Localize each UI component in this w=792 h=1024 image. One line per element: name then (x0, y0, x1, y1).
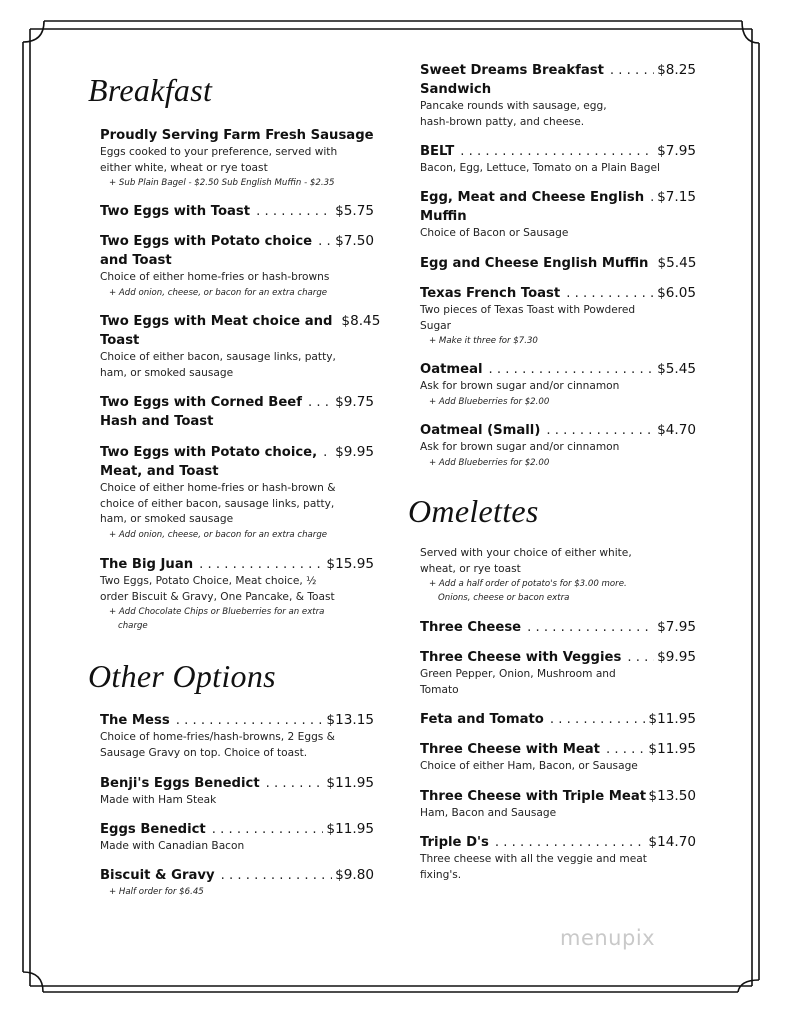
menu-item-three-cheese-meat (420, 740, 696, 775)
dot-leader (323, 443, 332, 462)
item-price: $15.95 (326, 556, 374, 572)
dot-leader (308, 393, 332, 412)
item-name: Proudly Serving Farm Fresh Sausage (100, 128, 374, 143)
item-note: + Add Chocolate Chips or Blueberries for an extra charge (109, 607, 325, 631)
item-name: Three Cheese with Triple Meat (420, 789, 647, 804)
item-price: $8.45 (341, 313, 381, 329)
item-price: $5.75 (335, 203, 374, 219)
item-description: Choice of either bacon, sausage links, patty, ham, or smoked sausage (100, 351, 336, 379)
dot-leader (627, 648, 654, 667)
item-price: $14.70 (648, 834, 696, 850)
item-price: $11.95 (326, 775, 374, 791)
dot-leader (650, 188, 654, 207)
item-price: $11.95 (648, 711, 696, 727)
item-name: BELT (420, 144, 455, 159)
menu-item-the-mess (100, 711, 374, 761)
menu-item-feta-tomato (420, 710, 696, 729)
menu-item-triple-ds (420, 833, 696, 883)
item-description: Choice of Bacon or Sausage (420, 227, 569, 239)
item-note: + Add Blueberries for $2.00 (429, 396, 550, 407)
item-description: Bacon, Egg, Lettuce, Tomato on a Plain Bagel (420, 162, 660, 174)
section-title-breakfast: Breakfast (88, 72, 213, 108)
item-price: $9.80 (335, 867, 374, 883)
menu-item-three-cheese-veggies (420, 648, 696, 698)
item-name: The Mess (100, 713, 170, 728)
item-price: $4.70 (657, 422, 696, 438)
item-note: + Sub Plain Bagel - $2.50 Sub English Muffin - $2.35 (109, 178, 335, 188)
dot-leader (199, 555, 323, 574)
menu-item-big-juan (100, 555, 374, 633)
omelettes-intro-note: + Add a half order of potato's for $3.00 more. Onions, cheese or bacon extra (429, 579, 627, 603)
item-note: + Make it three for $7.30 (429, 336, 538, 346)
item-name: Two Eggs with Corned Beef (100, 395, 302, 410)
menu-item-egg-meat-cheese-muffin (420, 188, 696, 242)
item-name: Feta and Tomato (420, 712, 544, 727)
item-description: Eggs cooked to your preference, served with either white, wheat or rye toast (100, 146, 338, 174)
dot-leader (495, 833, 646, 852)
item-name: Eggs Benedict (100, 822, 206, 837)
item-name: Two Eggs with Potato choice, (100, 445, 318, 460)
item-price: $13.15 (326, 712, 374, 728)
item-name-continued: Toast (100, 333, 140, 348)
menu-item-oatmeal (420, 360, 696, 409)
item-description: Made with Ham Steak (100, 794, 217, 806)
menu-item-two-eggs-toast (100, 202, 374, 221)
item-name-continued: and Toast (100, 253, 172, 268)
dot-leader (527, 618, 654, 637)
menu-item-two-eggs-meat (100, 312, 381, 381)
item-description: Ask for brown sugar and/or cinnamon (420, 380, 620, 392)
item-name: Oatmeal (Small) (420, 423, 541, 438)
item-price: $7.50 (335, 233, 374, 249)
menu-item-two-eggs-potato-meat (100, 443, 374, 542)
dot-leader (256, 202, 332, 221)
item-price: $7.95 (657, 619, 696, 635)
menu-item-eggs-benedict (100, 820, 374, 855)
item-name: Benji's Eggs Benedict (100, 776, 260, 791)
item-name: Egg and Cheese English Muffin (420, 256, 649, 271)
dot-leader (550, 710, 646, 729)
dot-leader (212, 820, 324, 839)
item-name: The Big Juan (100, 557, 194, 572)
menu-item-corned-beef-hash (100, 393, 374, 431)
menu-item-three-cheese (420, 618, 696, 637)
item-name: Three Cheese with Veggies (420, 650, 622, 665)
dot-leader (489, 360, 655, 379)
item-price: $9.95 (335, 444, 374, 460)
item-description: Made with Canadian Bacon (100, 840, 245, 852)
dot-leader (566, 284, 654, 303)
item-note: + Add Blueberries for $2.00 (429, 457, 550, 468)
dot-leader (176, 711, 324, 730)
item-name: Three Cheese with Meat (420, 742, 600, 757)
menu-item-belt (420, 142, 696, 177)
item-price: $11.95 (648, 741, 696, 757)
omelettes-intro (420, 546, 696, 605)
item-price: $5.45 (657, 255, 697, 271)
item-name: Biscuit & Gravy (100, 868, 215, 883)
item-description: Ham, Bacon and Sausage (420, 807, 557, 819)
item-price: $7.95 (657, 143, 696, 159)
dot-leader (318, 232, 332, 251)
item-price: $13.50 (648, 788, 696, 804)
dot-leader (460, 142, 654, 161)
menu-item-two-eggs-potato (100, 232, 374, 300)
item-name: Three Cheese (420, 620, 522, 635)
menu-item-farm-fresh-sausage (100, 126, 374, 190)
item-price: $9.95 (657, 649, 696, 665)
section-title-other-options: Other Options (88, 658, 276, 694)
menu-item-benjis-eggs-benedict (100, 774, 374, 809)
item-description: Choice of either Ham, Bacon, or Sausage (420, 760, 638, 772)
dot-leader (546, 421, 654, 440)
menu-item-oatmeal-small (420, 421, 696, 470)
item-price: $8.25 (657, 62, 696, 78)
item-name: Two Eggs with Meat choice and (100, 314, 333, 329)
item-name-continued: Muffin (420, 209, 467, 224)
item-note: + Half order for $6.45 (109, 887, 204, 897)
item-description: Pancake rounds with sausage, egg, hash-brown patty, and cheese. (420, 100, 607, 128)
item-note: + Add onion, cheese, or bacon for an extra charge (109, 529, 328, 540)
item-description: Three cheese with all the veggie and meat fixing's. (420, 853, 647, 881)
item-name-continued: Sandwich (420, 82, 492, 97)
item-description: Choice of either home-fries or hash-browns (100, 271, 330, 283)
item-name: Triple D's (420, 835, 489, 850)
item-description: Choice of either home-fries or hash-brown & choice of either bacon, sausage links, patty, ham, or smoked sausage (100, 482, 336, 525)
item-note: + Add onion, cheese, or bacon for an extra charge (109, 287, 328, 298)
item-price: $11.95 (326, 821, 374, 837)
dot-leader (606, 740, 645, 759)
omelettes-intro-text: Served with your choice of either white, wheat, or rye toast (420, 547, 632, 575)
item-price: $5.45 (657, 361, 696, 377)
item-price: $7.15 (657, 189, 696, 205)
item-name: Sweet Dreams Breakfast (420, 63, 604, 78)
watermark-logo: menupix (560, 926, 656, 950)
menu-item-three-cheese-triple-meat (420, 787, 696, 822)
menu-item-sweet-dreams-sandwich (420, 61, 696, 130)
dot-leader (610, 61, 654, 80)
item-name: Texas French Toast (420, 286, 561, 301)
menu-item-texas-french-toast (420, 284, 696, 348)
item-description: Two Eggs, Potato Choice, Meat choice, ½ order Biscuit & Gravy, One Pancake, & Toast (100, 575, 335, 603)
item-description: Choice of home-fries/hash-browns, 2 Eggs & Sausage Gravy on top. Choice of toast. (100, 731, 335, 759)
item-name: Two Eggs with Potato choice (100, 234, 313, 249)
dot-leader (266, 774, 324, 793)
menu-item-biscuit-gravy (100, 866, 374, 899)
dot-leader (221, 866, 333, 885)
item-description: Two pieces of Texas Toast with Powdered Sugar (420, 304, 636, 332)
item-description: Green Pepper, Onion, Mushroom and Tomato (420, 668, 616, 696)
section-title-omelettes: Omelettes (408, 493, 539, 529)
item-price: $6.05 (657, 285, 696, 301)
item-name: Egg, Meat and Cheese English (420, 190, 645, 205)
item-name-continued: Hash and Toast (100, 414, 214, 429)
item-price: $9.75 (335, 394, 374, 410)
item-name: Oatmeal (420, 362, 483, 377)
item-name-continued: Meat, and Toast (100, 464, 219, 479)
menu-item-egg-cheese-muffin (420, 254, 696, 273)
item-name: Two Eggs with Toast (100, 204, 251, 219)
item-description: Ask for brown sugar and/or cinnamon (420, 441, 620, 453)
